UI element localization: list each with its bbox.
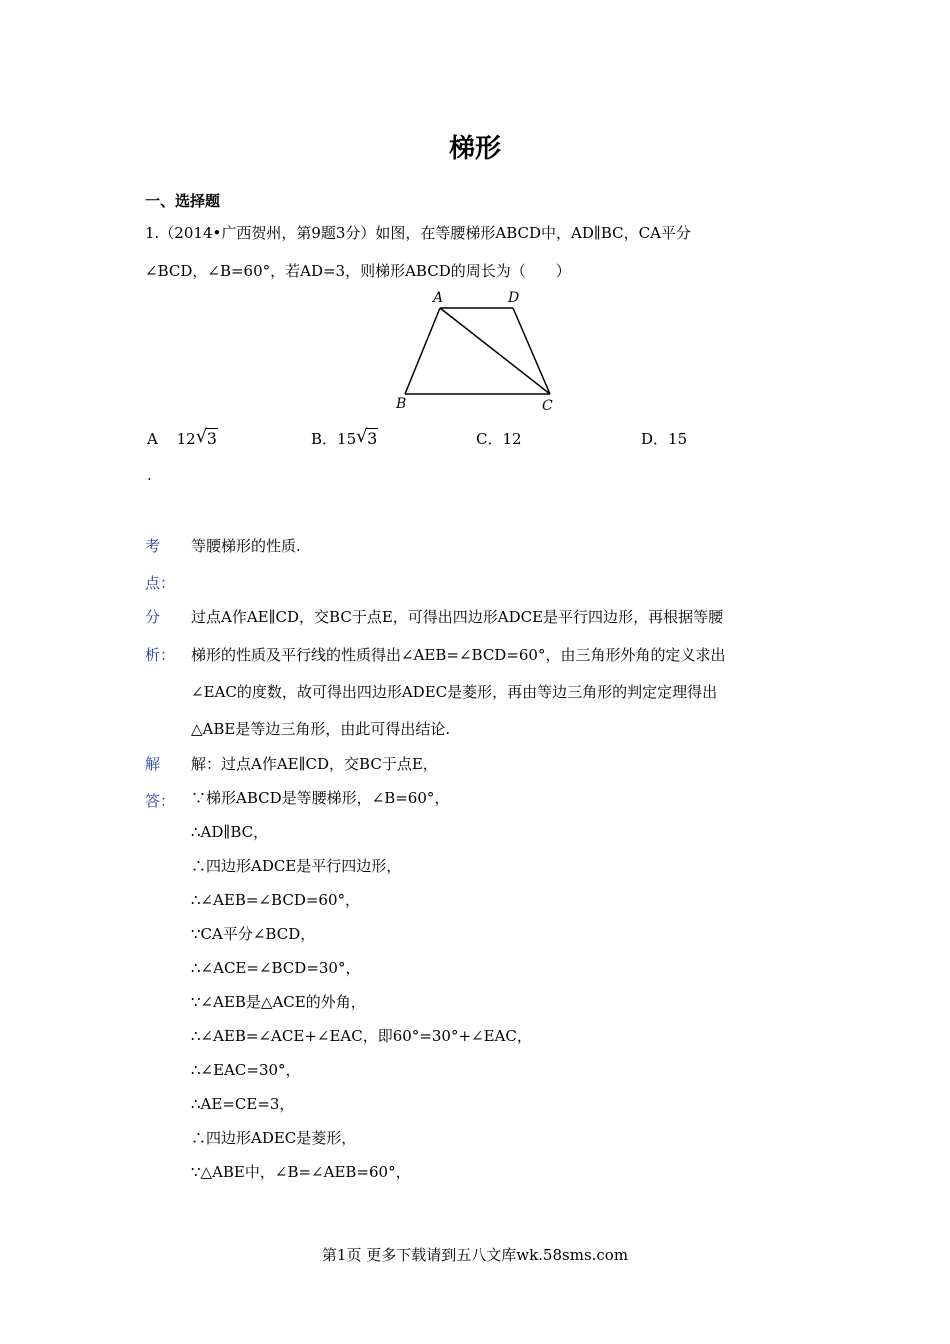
jieda-line-5: ∴∠AEB=∠BCD=60°，: [191, 891, 361, 909]
jieda-line-2: ∵梯形ABCD是等腰梯形，∠B=60°，: [191, 789, 450, 807]
option-c-value: 12: [502, 430, 522, 448]
question-line-2: ∠BCD，∠B=60°，若AD=3，则梯形ABCD的周长为（ ）: [145, 262, 571, 280]
jieda-line-1: 解：过点A作AE∥CD，交BC于点E，: [191, 755, 438, 773]
option-d-letter: D．: [641, 430, 669, 448]
option-a-value: [176, 426, 218, 448]
fenxi-line-4: △ABE是等边三角形，由此可得出结论.: [191, 720, 451, 738]
option-d-value: 15: [668, 430, 688, 448]
jieda-line-13: ∵△ABE中，∠B=∠AEB=60°，: [191, 1163, 411, 1181]
vertex-label-a: A: [433, 290, 444, 306]
option-b-coef: 15: [337, 430, 357, 448]
fenxi-line-1: 过点A作AE∥CD，交BC于点E，可得出四边形ADCE是平行四边形，再根据等腰: [191, 608, 724, 626]
option-b: [311, 428, 378, 450]
jieda-line-10: ∴∠EAC=30°，: [191, 1061, 301, 1079]
jieda-line-11: ∴AE=CE=3，: [191, 1095, 295, 1113]
option-b-letter: B．: [311, 430, 338, 448]
option-c: [476, 428, 522, 450]
trailing-dot: .: [147, 466, 152, 484]
question-line-1: 1.（2014•广西贺州，第9题3分）如图，在等腰梯形ABCD中，AD∥BC，CA平分: [145, 224, 691, 242]
trapezoid-figure: [388, 286, 563, 416]
option-a: [147, 428, 218, 450]
jieda-label-1: 解: [145, 755, 161, 773]
diagonal-ac: [440, 308, 550, 394]
kaodian-label-1: 考: [145, 537, 161, 555]
option-a-coef: 12: [176, 430, 196, 448]
jieda-line-8: ∵∠AEB是△ACE的外角，: [191, 993, 366, 1011]
fenxi-line-2: 梯形的性质及平行线的性质得出∠AEB=∠BCD=60°，由三角形外角的定义求出: [191, 646, 726, 664]
option-d: [641, 428, 687, 450]
jieda-line-7: ∴∠ACE=∠BCD=30°，: [191, 959, 361, 977]
edge-ba: [405, 308, 440, 394]
jieda-line-12: ∴四边形ADEC是菱形，: [191, 1129, 357, 1147]
page-footer: 第1页 更多下载请到五八文库wk.58sms.com: [321, 1246, 629, 1264]
section-heading: 一、选择题: [145, 192, 221, 210]
page-title: 梯形: [448, 134, 501, 164]
option-b-radicand: 3: [367, 429, 378, 448]
vertex-label-c: C: [542, 398, 553, 414]
vertex-label-d: D: [508, 290, 520, 306]
sqrt-icon: √ 3: [195, 426, 217, 448]
jieda-line-6: ∵CA平分∠BCD，: [191, 925, 316, 943]
sqrt-icon: √ 3: [356, 426, 378, 448]
kaodian-text: 等腰梯形的性质.: [191, 537, 301, 555]
jieda-line-3: ∴AD∥BC，: [191, 823, 269, 841]
option-c-letter: C．: [476, 430, 503, 448]
jieda-line-9: ∴∠AEB=∠ACE+∠EAC，即60°=30°+∠EAC，: [191, 1027, 532, 1045]
vertex-label-b: B: [396, 396, 407, 412]
option-a-letter: A: [147, 430, 158, 448]
edge-dc: [513, 308, 550, 394]
fenxi-line-3: ∠EAC的度数，故可得出四边形ADEC是菱形，再由等边三角形的判定定理得出: [191, 683, 718, 701]
fenxi-label-2: 析：: [145, 646, 176, 664]
jieda-label-2: 答：: [145, 792, 176, 810]
jieda-line-4: ∴四边形ADCE是平行四边形，: [191, 857, 402, 875]
fenxi-label-1: 分: [145, 608, 161, 626]
kaodian-label-2: 点：: [145, 574, 176, 592]
option-a-radicand: 3: [206, 429, 217, 448]
